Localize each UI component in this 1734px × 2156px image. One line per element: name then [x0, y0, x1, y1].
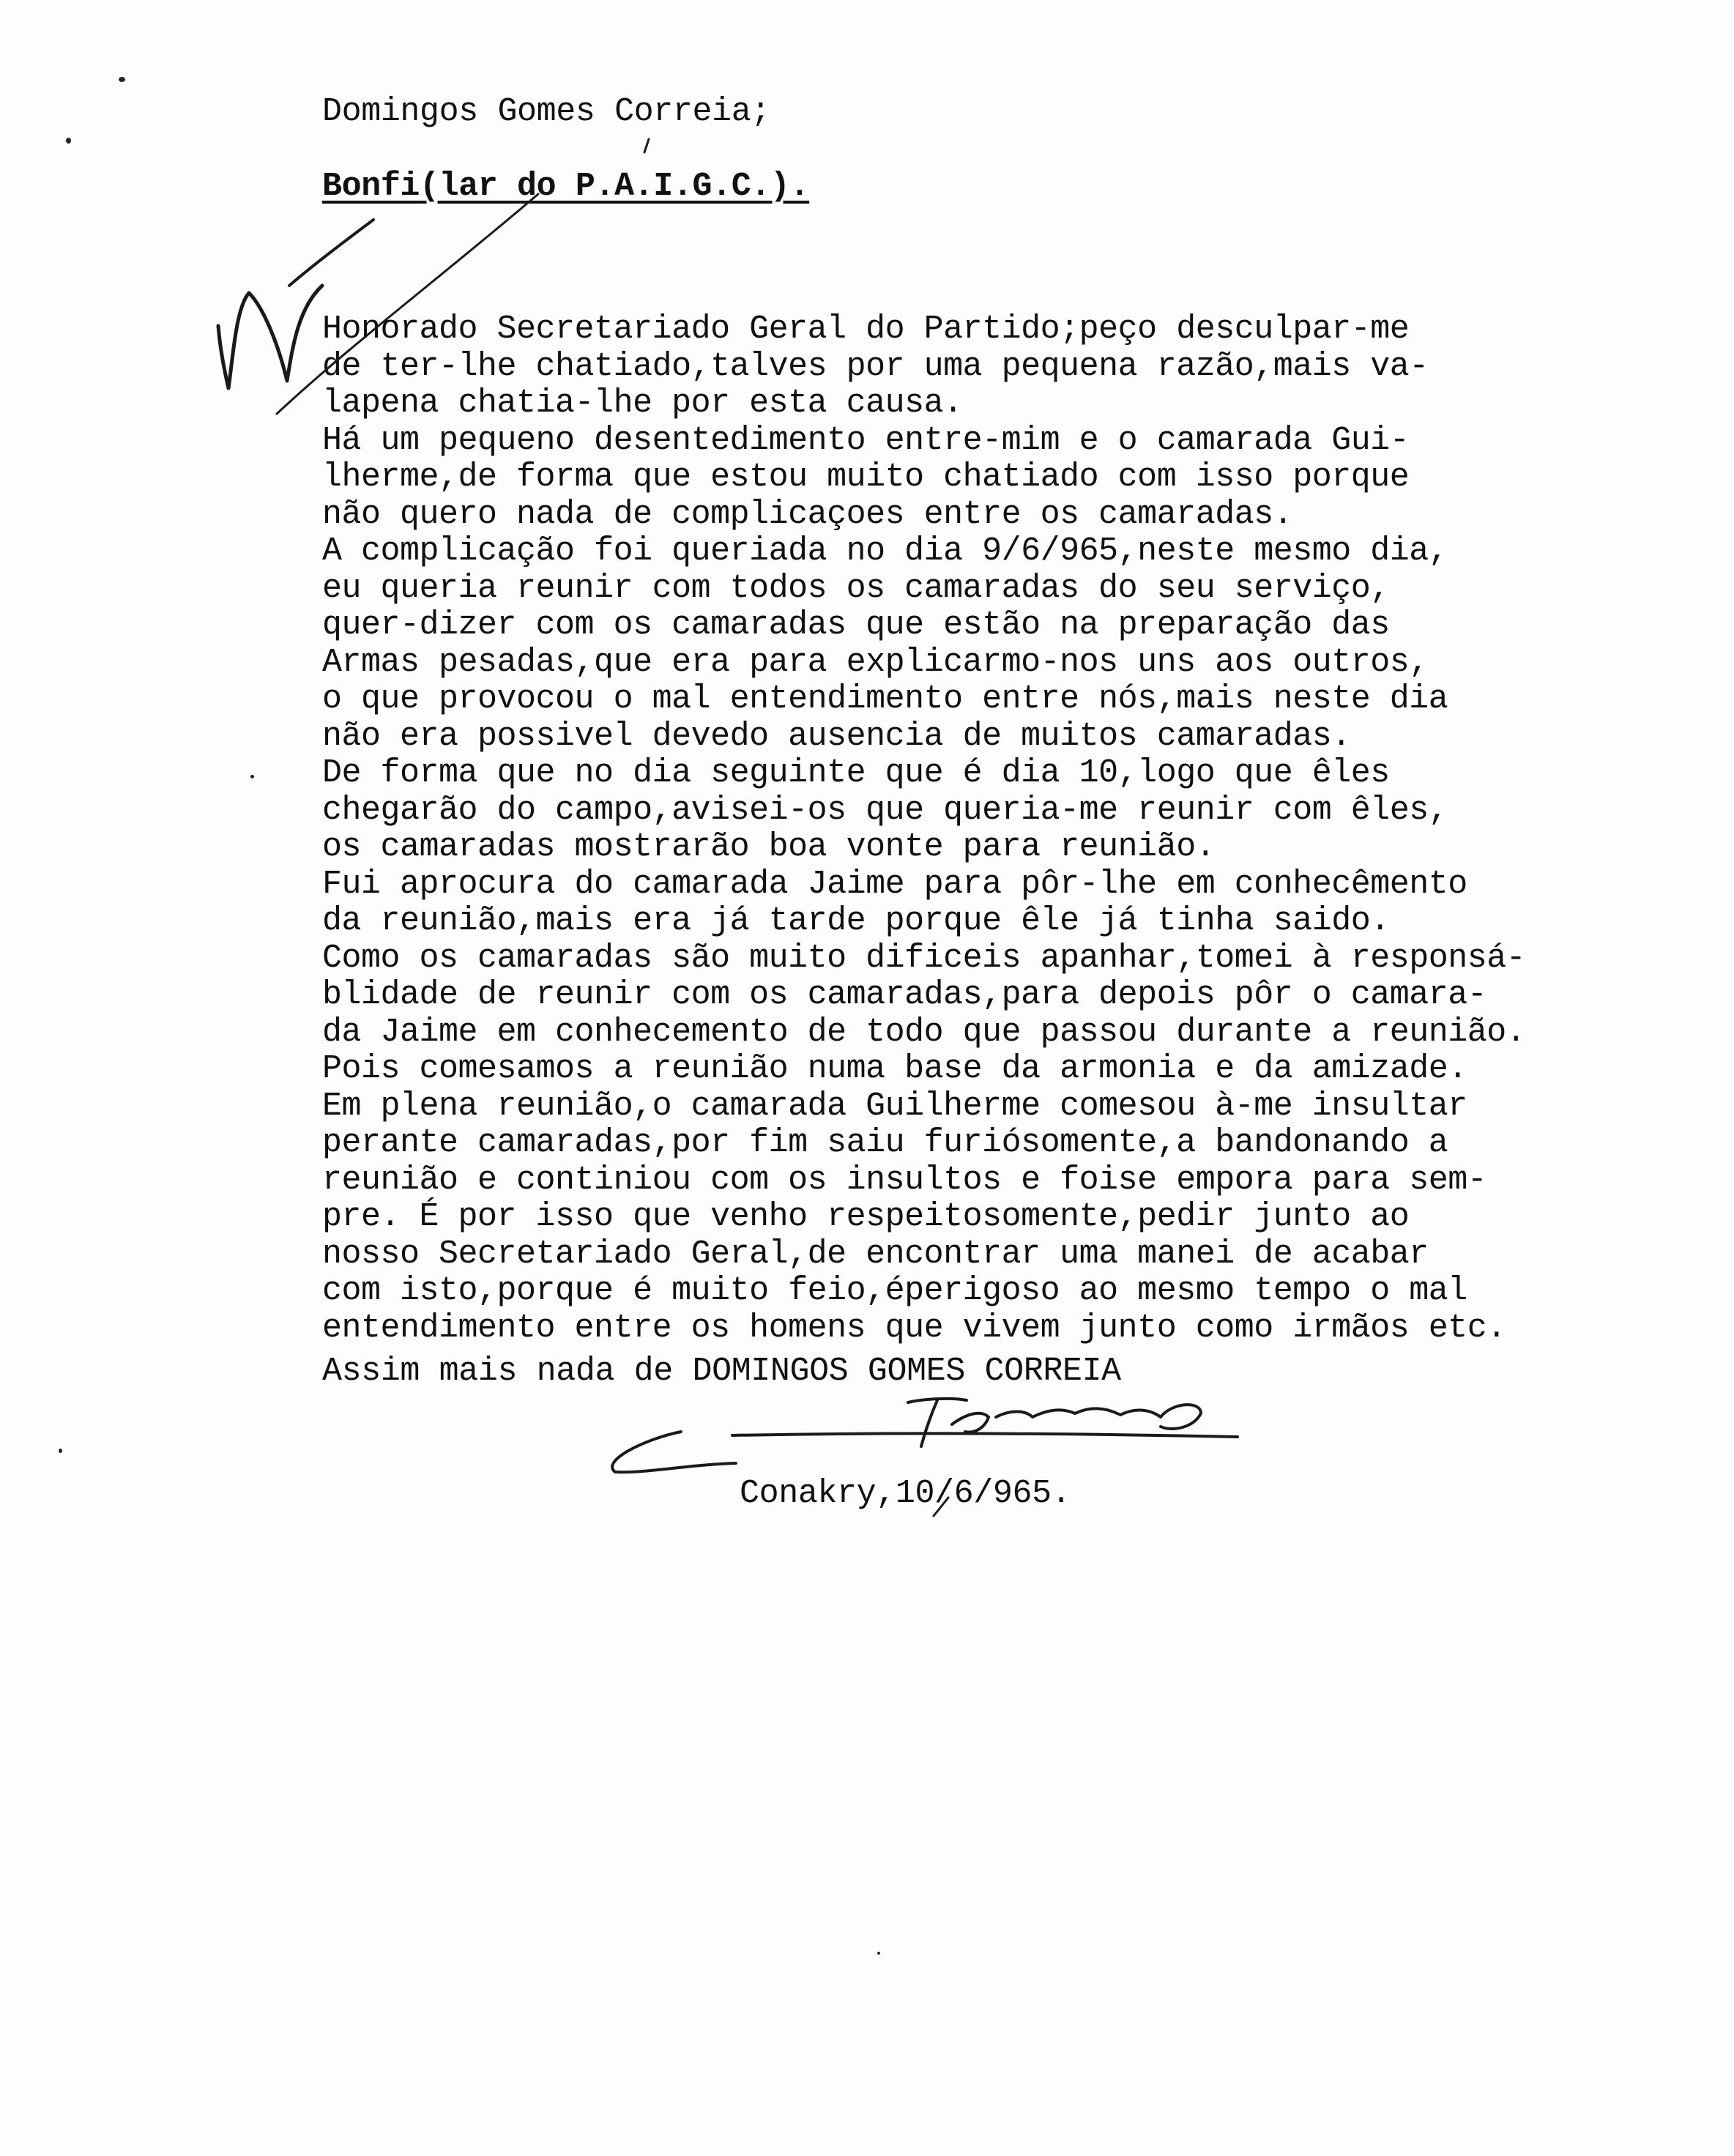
scan-speck	[877, 1952, 880, 1955]
body-line: com isto,porque é muito feio,éperigoso ao mesmo tempo o mal	[322, 1272, 1467, 1309]
body-line: A complicação foi queriada no dia 9/6/965,neste mesmo dia,	[322, 532, 1448, 570]
body-line: nosso Secretariado Geral,de encontrar uma manei de acabar	[322, 1235, 1429, 1273]
body-line: Em plena reunião,o camarada Guilherme comesou à-me insultar	[322, 1087, 1467, 1125]
scan-speck	[250, 775, 254, 778]
place-and-date: Conakry,10/6/965.	[740, 1475, 1071, 1512]
body-line: lapena chatia-lhe por esta causa.	[322, 384, 963, 422]
body-line: os camaradas mostrarão boa vonte para reunião.	[322, 828, 1216, 866]
body-line: Como os camaradas são muito dificeis apanhar,tomei à responsá-	[322, 939, 1526, 977]
scan-speck	[66, 138, 71, 144]
body-line: lherme,de forma que estou muito chatiado com isso porque	[322, 458, 1410, 496]
scan-speck	[119, 77, 125, 82]
signature-flourish	[612, 1432, 736, 1472]
body-line: Honorado Secretariado Geral do Partido;peço desculpar-me	[322, 311, 1410, 348]
body-line: não era possivel devedo ausencia de muitos camaradas.	[322, 717, 1351, 755]
body-line: Há um pequeno desentedimento entre-mim e o camarada Gui-	[322, 421, 1410, 459]
body-line: De forma que no dia seguinte que é dia 10,logo que êles	[322, 754, 1390, 792]
body-line: o que provocou o mal entendimento entre nós,mais neste dia	[322, 680, 1448, 718]
signature-underline	[732, 1433, 1238, 1437]
body-line: Fui aprocura do camarada Jaime para pôr-lhe em conhecêmento	[322, 865, 1467, 903]
sender-name: Domingos Gomes Correia;	[322, 93, 770, 130]
body-line: blidade de reunir com os camaradas,para depois pôr o camara-	[322, 976, 1487, 1014]
closing-line: Assim mais nada de DOMINGOS GOMES CORREIA	[322, 1353, 1121, 1390]
body-line: reunião e continiou com os insultos e foise empora para sem-	[322, 1161, 1487, 1199]
body-line: entendimento entre os homens que vivem junto como irmãos etc.	[322, 1309, 1506, 1347]
body-line: pre. É por isso que venho respeitosomente,pedir junto ao	[322, 1198, 1410, 1235]
body-line: Armas pesadas,que era para explicarmo-nos uns aos outros,	[322, 643, 1429, 681]
body-line: da Jaime em conhecemento de todo que passou durante a reunião.	[322, 1013, 1526, 1051]
sender-address: Bonfi(lar do P.A.I.G.C.).	[322, 168, 810, 205]
body-line: da reunião,mais era já tarde porque êle já tinha saido.	[322, 902, 1390, 940]
body-line: não quero nada de complicaçoes entre os camaradas.	[322, 495, 1293, 533]
body-line: chegarão do campo,avisei-os que queria-me reunir com êles,	[322, 791, 1448, 829]
body-line: quer-dizer com os camaradas que estão na preparação das	[322, 606, 1390, 644]
signature-scrawl	[908, 1399, 1201, 1446]
body-line: de ter-lhe chatiado,talves por uma pequena razão,mais va-	[322, 347, 1429, 385]
margin-check-stroke	[289, 220, 373, 286]
body-line: eu queria reunir com todos os camaradas do seu serviço,	[322, 569, 1390, 607]
letter-body	[322, 311, 1699, 1347]
body-line: Pois comesamos a reunião numa base da armonia e da amizade.	[322, 1050, 1467, 1088]
small-tick-mark	[644, 139, 649, 152]
margin-check-mark	[218, 286, 322, 388]
scan-speck	[59, 1449, 62, 1453]
body-line: perante camaradas,por fim saiu furiósomente,a bandonando a	[322, 1124, 1448, 1161]
